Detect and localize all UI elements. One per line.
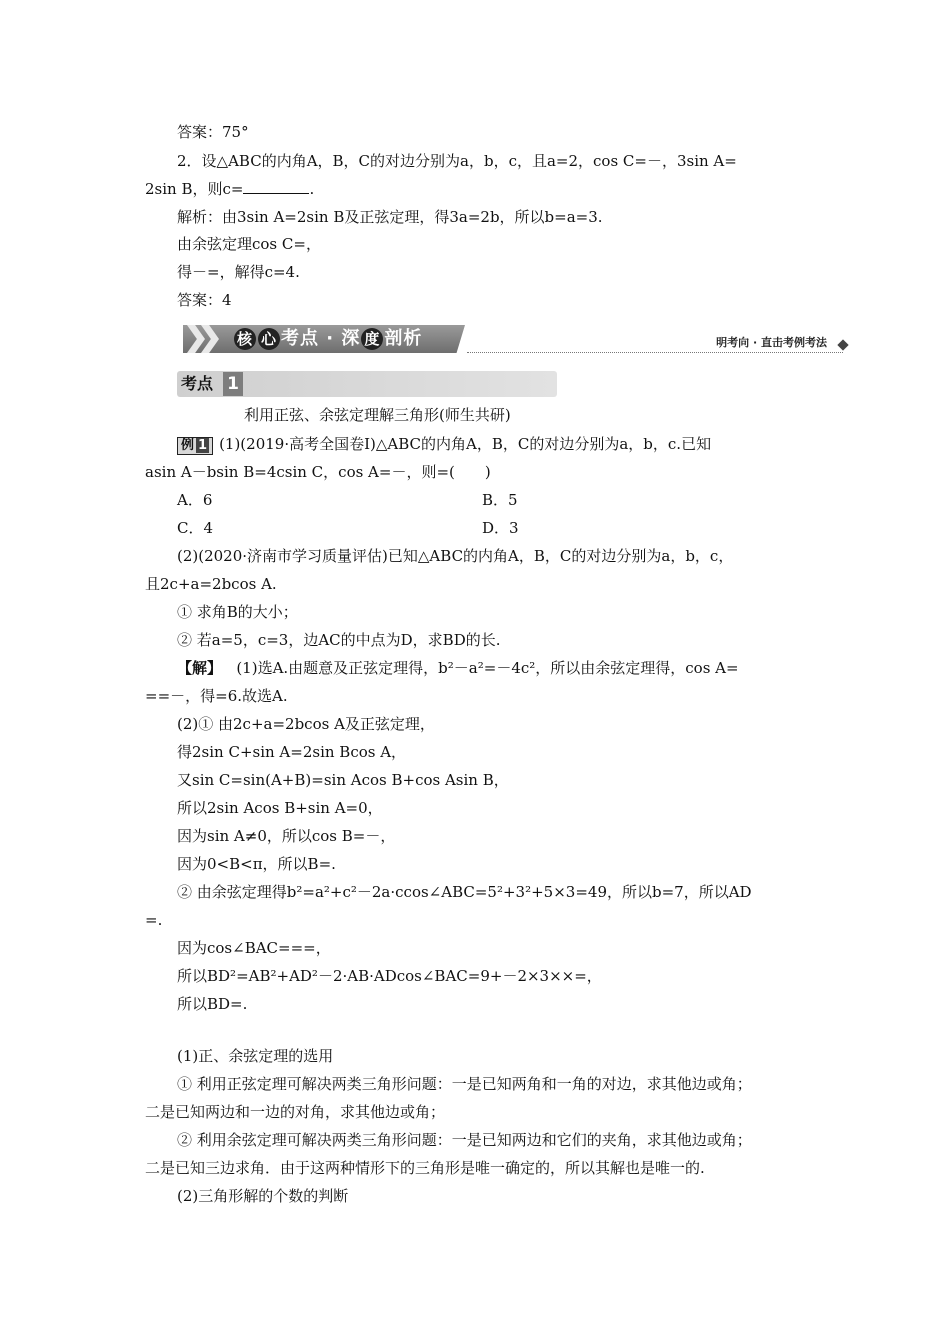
option-a: A．6: [177, 491, 213, 509]
solution-line-12: 所以BD²=AB²+AD²－2·AB·ADcos∠BAC=9+－2×3××=，: [177, 967, 602, 985]
solution-text: (1)选A.由题意及正弦定理得，b²－a²=－4c²，所以由余弦定理得，cos A=: [236, 659, 739, 677]
banner-title: [233, 327, 422, 351]
answer-blank: [243, 179, 309, 194]
solution-line-8: 因为0<B<π，所以B=.: [177, 855, 336, 873]
banner-title-char: 心: [258, 328, 280, 350]
topic-label: 考点: [181, 374, 214, 393]
analysis-line-2: 由余弦定理cos C=，: [177, 235, 321, 253]
summary-line-6: (2)三角形解的个数的判断: [177, 1187, 349, 1205]
option-d: D．3: [482, 519, 519, 537]
question-2-end: .: [309, 180, 315, 198]
solution-line-7: 因为sin A≠0，所以cos B=－，: [177, 827, 396, 845]
summary-line-2: ① 利用正弦定理可解决两类三角形问题：一是已知两角和一角的对边，求其他边或角；: [177, 1075, 752, 1093]
banner-title-text: 剖析: [384, 328, 423, 349]
example-part2-item-2: ② 若a=5，c=3，边AC的中点为D，求BD的长.: [177, 631, 501, 649]
topic-subtitle: 利用正弦、余弦定理解三角形(师生共研): [244, 406, 511, 424]
diamond-icon: [837, 339, 848, 350]
analysis-line-3: 得－=，解得c=4.: [177, 263, 300, 281]
example-line-2: asin A－bsin B=4csin C，cos A=－，则=( ): [145, 463, 491, 481]
banner-title-char: 核: [234, 328, 256, 350]
summary-line-3: 二是已知两边和一边的对角，求其他边或角；: [145, 1103, 446, 1121]
example-part2-line-1: (2)(2020·济南市学习质量评估)已知△ABC的内角A，B，C的对边分别为a，b，c，: [177, 547, 734, 565]
solution-line-11: 因为cos∠BAC===，: [177, 939, 331, 957]
solution-line-5: 又sin C=sin(A+B)=sin Acos B+cos Asin B，: [177, 771, 509, 789]
question-2-line-2: [145, 179, 314, 199]
answer-line-1: 答案：75°: [177, 123, 249, 141]
summary-line-4: ② 利用余弦定理可解决两类三角形问题：一是已知两边和它们的夹角，求其他边或角；: [177, 1131, 752, 1149]
topic-number: 1: [223, 372, 243, 396]
solution-line-9: ② 由余弦定理得b²=a²+c²－2a·ccos∠ABC=5²+3²+5×3=49，所以b=7，所以AD: [177, 883, 752, 901]
solution-line-4: 得2sin C+sin A=2sin Bcos A，: [177, 743, 407, 761]
solution-line-1: [177, 658, 739, 678]
section-banner: [177, 322, 849, 358]
topic-header-bar: [177, 371, 557, 397]
banner-title-text: 考点 · 深: [281, 328, 361, 349]
summary-line-5: 二是已知三边求角．由于这两种情形下的三角形是唯一确定的，所以其解也是唯一的.: [145, 1159, 705, 1177]
banner-subtitle: 明考向 · 直击考例考法: [716, 336, 827, 349]
example-line-1: [177, 434, 711, 455]
example-text: (1)(2019·高考全国卷Ⅰ)△ABC的内角A，B，C的对边分别为a，b，c.已知: [219, 435, 712, 453]
banner-divider: [467, 352, 843, 353]
option-b: B．5: [482, 491, 518, 509]
example-part2-item-1: ① 求角B的大小；: [177, 603, 298, 621]
question-2-text: 2sin B，则c=: [145, 180, 244, 198]
solution-tag: 【解】: [177, 659, 223, 677]
example-part2-line-2: 且2c+a=2bcos A.: [145, 575, 277, 593]
solution-line-6: 所以2sin Acos B+sin A=0，: [177, 799, 383, 817]
banner-title-char: 度: [361, 328, 383, 350]
solution-line-13: 所以BD=.: [177, 995, 248, 1013]
analysis-line-1: 解析：由3sin A=2sin B及正弦定理，得3a=2b，所以b=a=3.: [177, 208, 603, 226]
answer-line-2: 答案：4: [177, 291, 232, 309]
summary-line-1: (1)正、余弦定理的选用: [177, 1047, 334, 1065]
solution-line-3: (2)① 由2c+a=2bcos A及正弦定理，: [177, 715, 435, 733]
solution-line-2: ==－，得=6.故选A.: [145, 687, 288, 705]
option-c: C．4: [177, 519, 214, 537]
solution-line-10: =.: [145, 911, 163, 929]
question-2-line-1: 2．设△ABC的内角A，B，C的对边分别为a，b，c，且a=2，cos C=－，3sin A=: [177, 152, 737, 170]
example-badge: 例 1: [177, 437, 213, 455]
